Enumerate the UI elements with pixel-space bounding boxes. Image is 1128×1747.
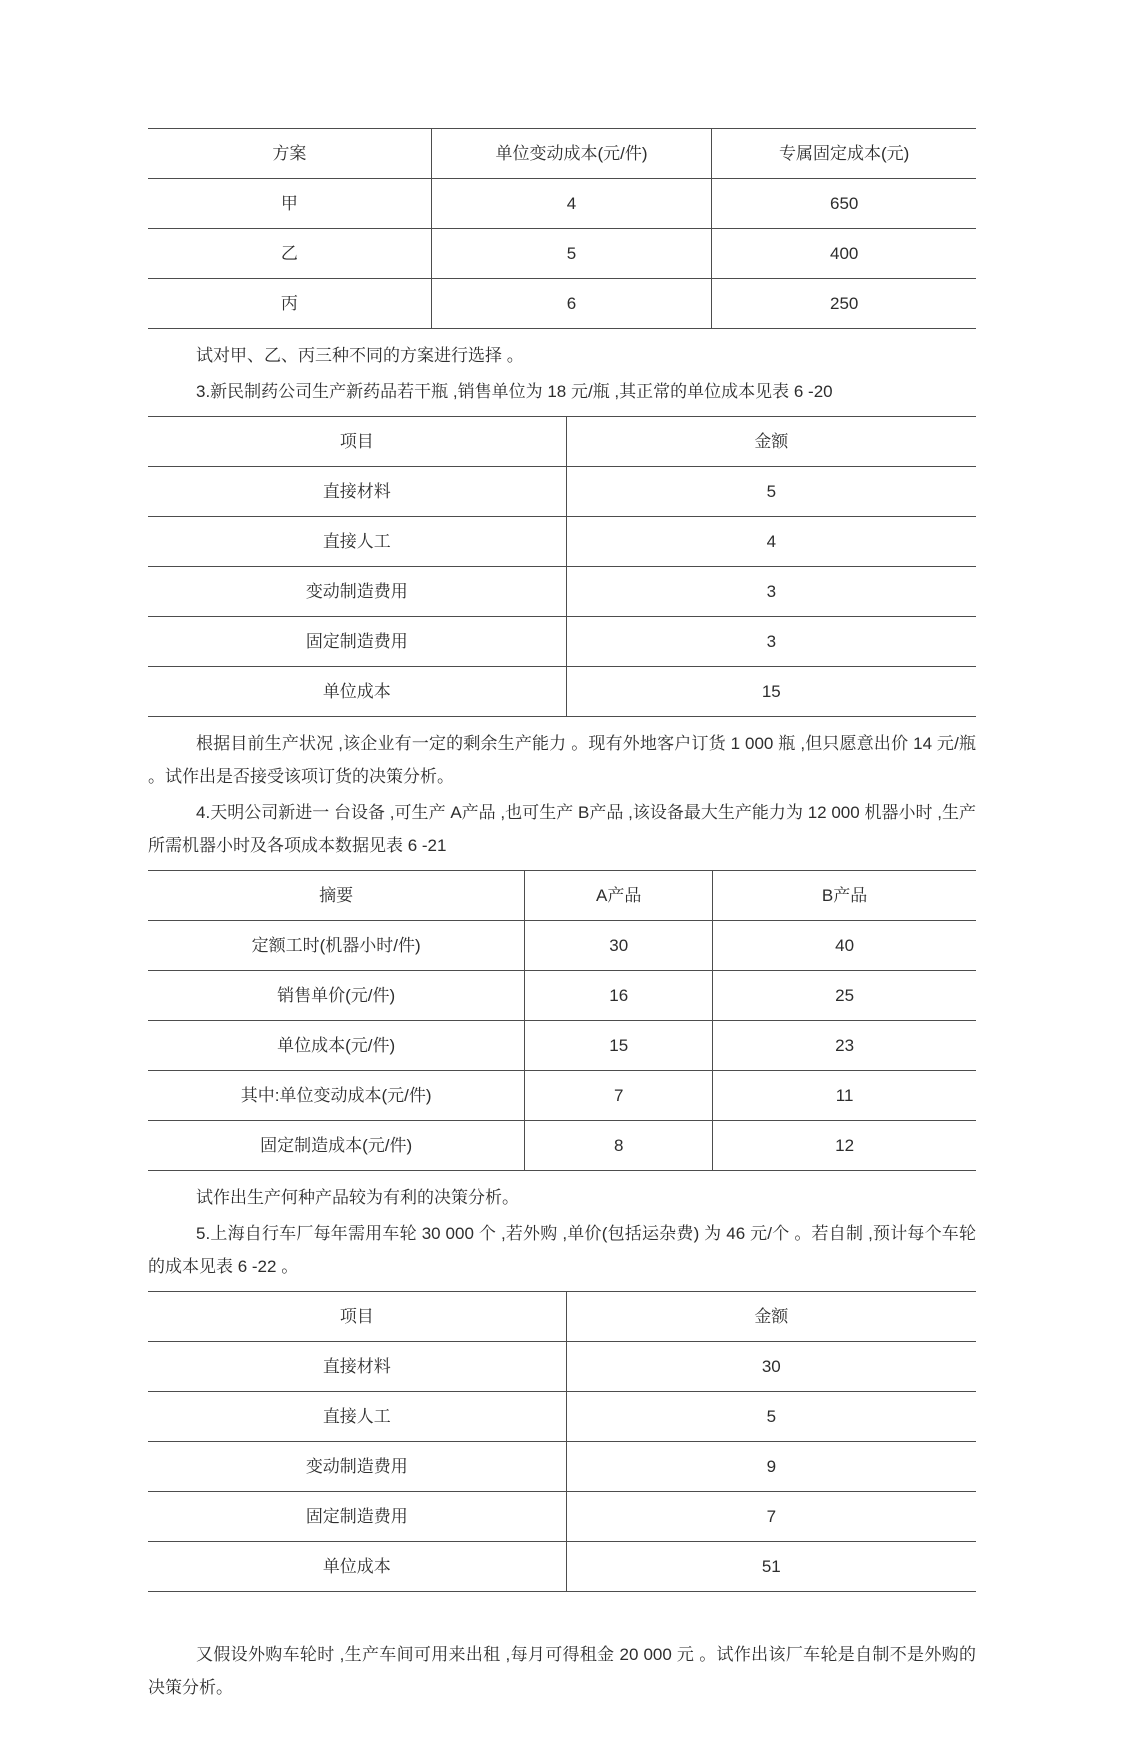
table-row <box>148 1021 976 1071</box>
plan-options-table <box>148 128 976 329</box>
table-cell: 650 <box>712 179 976 229</box>
table-row <box>148 1342 976 1392</box>
paragraph-make-or-buy-decision: 又假设外购车轮时 ,生产车间可用来出租 ,每月可得租金 20 000 元 。试作出该厂车轮是自制不是外购的决策分析。 <box>148 1645 976 1697</box>
table-row <box>148 1492 976 1542</box>
table-cell: 丙 <box>148 279 431 329</box>
table-row <box>148 279 976 329</box>
unit-cost-table-6-20 <box>148 416 976 717</box>
table-cell: 40 <box>713 921 976 971</box>
table-cell: 单位成本(元/件) <box>148 1021 525 1071</box>
table-cell: 乙 <box>148 229 431 279</box>
table-cell: 其中:单位变动成本(元/件) <box>148 1071 525 1121</box>
table-cell: 4 <box>566 517 976 567</box>
table-cell: 7 <box>525 1071 713 1121</box>
table-cell: 变动制造费用 <box>148 567 566 617</box>
table-cell: 甲 <box>148 179 431 229</box>
table-cell: 直接材料 <box>148 1342 566 1392</box>
table-cell: 5 <box>566 467 976 517</box>
table-header-cell: 摘要 <box>148 871 525 921</box>
table-header-cell: 金额 <box>566 1292 976 1342</box>
table-cell: 400 <box>712 229 976 279</box>
table-cell: 单位成本 <box>148 667 566 717</box>
table-cell: 6 <box>431 279 712 329</box>
table-cell: 16 <box>525 971 713 1021</box>
table-cell: 30 <box>525 921 713 971</box>
table-cell: 15 <box>525 1021 713 1071</box>
table-cell: 固定制造费用 <box>148 1492 566 1542</box>
table-row <box>148 617 976 667</box>
table-header-row <box>148 871 976 921</box>
table-cell: 25 <box>713 971 976 1021</box>
table-cell: 4 <box>431 179 712 229</box>
table-row <box>148 179 976 229</box>
paragraph-order-decision: 根据目前生产状况 ,该企业有一定的剩余生产能力 。现有外地客户订货 1 000 瓶 ,但只愿意出价 14 元/瓶 。试作出是否接受该项订货的决策分析。 <box>148 734 976 786</box>
table-cell: 单位成本 <box>148 1542 566 1592</box>
table-row <box>148 1392 976 1442</box>
table-cell: 直接材料 <box>148 467 566 517</box>
table-row <box>148 1071 976 1121</box>
table-header-cell: 方案 <box>148 129 431 179</box>
table-row <box>148 229 976 279</box>
table-cell: 直接人工 <box>148 1392 566 1442</box>
wheel-cost-table-6-22 <box>148 1291 976 1592</box>
table-cell: 变动制造费用 <box>148 1442 566 1492</box>
table-header-cell: 项目 <box>148 417 566 467</box>
table-row <box>148 467 976 517</box>
table-cell: 12 <box>713 1121 976 1171</box>
table-cell: 5 <box>431 229 712 279</box>
table-cell: 250 <box>712 279 976 329</box>
table-header-cell: 金额 <box>566 417 976 467</box>
table-cell: 5 <box>566 1392 976 1442</box>
paragraph-question-5: 5.上海自行车厂每年需用车轮 30 000 个 ,若外购 ,单价(包括运杂费) 为 46 元/个 。若自制 ,预计每个车轮的成本见表 6 -22 。 <box>148 1224 976 1276</box>
table-cell: 销售单价(元/件) <box>148 971 525 1021</box>
table-cell: 15 <box>566 667 976 717</box>
table-row <box>148 1442 976 1492</box>
table-header-cell: B产品 <box>713 871 976 921</box>
table-cell: 直接人工 <box>148 517 566 567</box>
table-row <box>148 1542 976 1592</box>
table-cell: 51 <box>566 1542 976 1592</box>
table-cell: 8 <box>525 1121 713 1171</box>
table-row <box>148 667 976 717</box>
table-cell: 7 <box>566 1492 976 1542</box>
paragraph-question-3: 3.新民制药公司生产新药品若干瓶 ,销售单位为 18 元/瓶 ,其正常的单位成本见表 6 -20 <box>196 382 833 401</box>
table-header-cell: 项目 <box>148 1292 566 1342</box>
table-cell: 11 <box>713 1071 976 1121</box>
table-cell: 9 <box>566 1442 976 1492</box>
table-row <box>148 517 976 567</box>
table-header-cell: 单位变动成本(元/件) <box>431 129 712 179</box>
table-cell: 3 <box>566 617 976 667</box>
paragraph-question-4: 4.天明公司新进一 台设备 ,可生产 A产品 ,也可生产 B产品 ,该设备最大生产能力为 12 000 机器小时 ,生产所需机器小时及各项成本数据见表 6 -21 <box>148 803 976 855</box>
table-row <box>148 921 976 971</box>
table-header-row <box>148 129 976 179</box>
table-cell: 23 <box>713 1021 976 1071</box>
paragraph-product-decision: 试作出生产何种产品较为有利的决策分析。 <box>196 1188 519 1207</box>
table-cell: 定额工时(机器小时/件) <box>148 921 525 971</box>
product-comparison-table-6-21 <box>148 870 976 1171</box>
table-row <box>148 971 976 1021</box>
table-header-cell: A产品 <box>525 871 713 921</box>
table-cell: 30 <box>566 1342 976 1392</box>
table-cell: 固定制造费用 <box>148 617 566 667</box>
table-header-cell: 专属固定成本(元) <box>712 129 976 179</box>
table-row <box>148 567 976 617</box>
table-header-row <box>148 417 976 467</box>
table-cell: 3 <box>566 567 976 617</box>
table-row <box>148 1121 976 1171</box>
paragraph-plan-choice: 试对甲、乙、丙三种不同的方案进行选择 。 <box>196 346 524 365</box>
table-cell: 固定制造成本(元/件) <box>148 1121 525 1171</box>
table-header-row <box>148 1292 976 1342</box>
